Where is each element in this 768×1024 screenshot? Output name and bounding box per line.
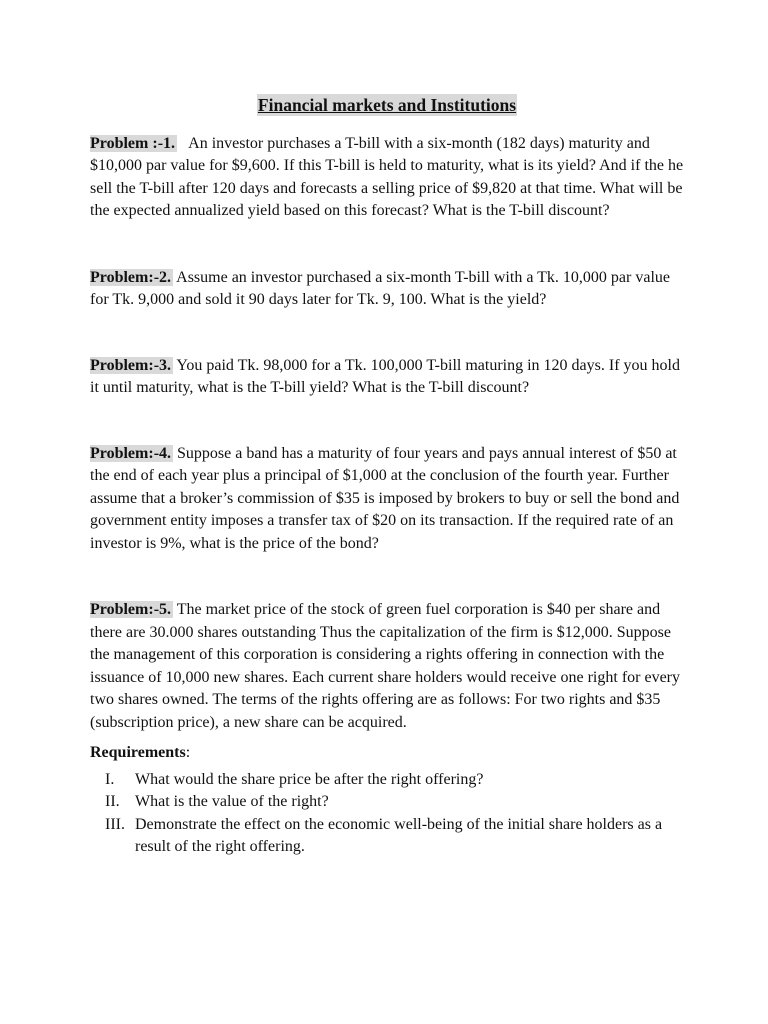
- problem-3: [90, 355, 684, 400]
- requirement-item: [90, 769, 684, 792]
- requirement-number: II.: [105, 793, 120, 810]
- problem-4: [90, 443, 684, 556]
- problem-text: You paid Tk. 98,000 for a Tk. 100,000 T-bill maturing in 120 days. If you hold it until maturity, what is the T-bill yield? What is the T-bill discount?: [90, 356, 680, 396]
- problem-label: Problem:-4.: [90, 444, 172, 462]
- document-title: Financial markets and Institutions: [257, 95, 517, 115]
- requirement-number: I.: [105, 770, 115, 788]
- document-page: [90, 94, 684, 859]
- title-wrapper: [90, 94, 684, 119]
- requirement-text: Demonstrate the effect on the economic well-being of the initial share holders as a result of the right offering.: [135, 815, 663, 855]
- problem-5: [90, 599, 684, 734]
- requirement-item: [90, 814, 684, 859]
- requirement-number: III.: [105, 815, 125, 833]
- problem-text: The market price of the stock of green fuel corporation is $40 per share and there are 30.000 shares outstanding Thus the capitalization of the firm is $12,000. Suppose the management of this corporation is considering a rights offering in connection with the issuance of 10,000 new shares. Each current share holders would receive one right for every two shares owned. The terms of the rights offering are as follows: For two rights and $35 (subscription price), a new share can be acquired.: [90, 601, 680, 731]
- problem-1: [90, 133, 684, 223]
- problem-2: [90, 267, 684, 312]
- requirement-text: What would the share price be after the right offering?: [135, 770, 484, 788]
- requirements-heading: [90, 742, 684, 765]
- problem-label: Problem:-2.: [90, 268, 172, 286]
- requirements-heading-text: Requirements: [90, 744, 186, 761]
- problem-text: An investor purchases a T-bill with a six-month (182 days) maturity and $10,000 par value for $9,600. If this T-bill is held to maturity, what is its yield? And if the he sell the T-bill after 120 days and forecasts a selling price of $9,820 at that time. What will be the expected annualized yield based on this forecast? What is the T-bill discount?: [90, 134, 684, 219]
- problem-text: Assume an investor purchased a six-month T-bill with a Tk. 10,000 par value for Tk. 9,000 and sold it 90 days later for Tk. 9, 100. What is the yield?: [90, 268, 670, 308]
- problem-label: Problem:-5.: [90, 601, 172, 618]
- requirements-list: [90, 769, 684, 859]
- requirement-text: What is the value of the right?: [135, 793, 329, 810]
- problem-label: Problem:-3.: [90, 356, 172, 374]
- requirements-heading-colon: :: [185, 744, 191, 761]
- problem-text: Suppose a band has a maturity of four years and pays annual interest of $50 at the end of each year plus a principal of $1,000 at the conclusion of the fourth year. Further assume that a broker’s commission of $35 is imposed by brokers to buy or sell the bond and government entity imposes a transfer tax of $20 on its transaction. If the required rate of an investor is 9%, what is the price of the bond?: [90, 444, 680, 552]
- requirement-item: [90, 791, 684, 814]
- problem-label: Problem :-1.: [90, 134, 176, 152]
